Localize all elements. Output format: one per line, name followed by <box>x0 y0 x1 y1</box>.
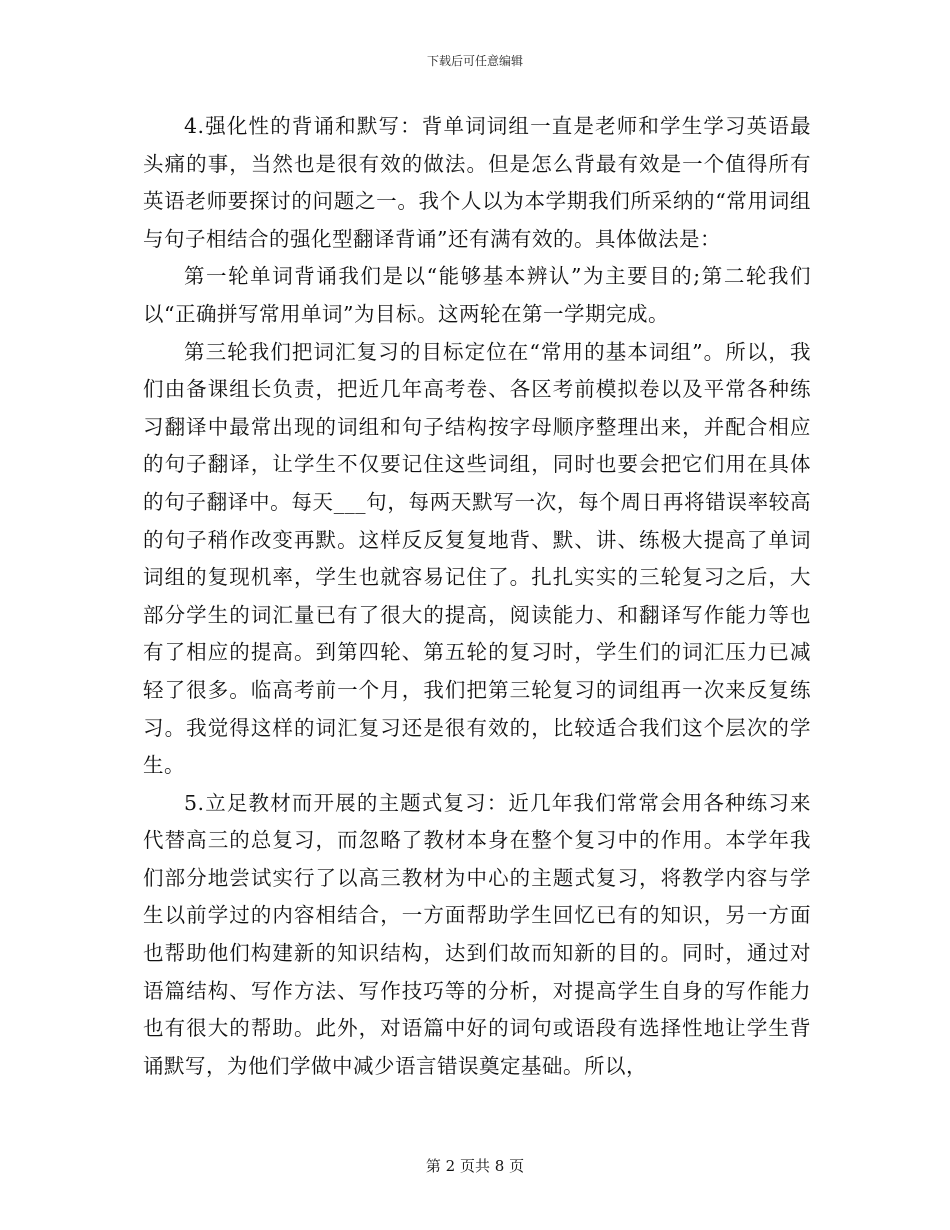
paragraph-memorization: 4.强化性的背诵和默写：背单词词组一直是老师和学生学习英语最头痛的事，当然也是很有效的做法。但是怎么背最有效是一个值得所有英语老师要探讨的问题之一。我个人以为本学期我们所采纳的“常用词组与句子相结合的强化型翻译背诵”还有满有效的。具体做法是： <box>143 114 811 251</box>
page-header: 下载后可任意编辑 <box>426 54 523 68</box>
page-number-footer: 第 2 页共 8 页 <box>425 1157 525 1175</box>
document-body <box>143 108 811 1085</box>
paragraph-round-three: 第三轮我们把词汇复习的目标定位在“常用的基本词组”。所以，我们由备课组长负责，把近几年高考卷、各区考前模拟卷以及平常各种练习翻译中最常出现的词组和句子结构按字母顺序整理出来，并配合相应的句子翻译，让学生不仅要记住这些词组，同时也要会把它们用在具体的句子翻译中。每天___句，每两天默写一次，每个周日再将错误率较高的句子稍作改变再默。这样反反复复地背、默、讲、练极大提高了单词词组的复现机率，学生也就容易记住了。扎扎实实的三轮复习之后，大部分学生的词汇量已有了很大的提高，阅读能力、和翻译写作能力等也有了相应的提高。到第四轮、第五轮的复习时，学生们的词汇压力已减轻了很多。临高考前一个月，我们把第三轮复习的词组再一次来反复练习。我觉得这样的词汇复习还是很有效的，比较适合我们这个层次的学生。 <box>143 339 811 778</box>
paragraph-round-one-two: 第一轮单词背诵我们是以“能够基本辨认”为主要目的;第二轮我们以“正确拼写常用单词”为目标。这两轮在第一学期完成。 <box>143 264 811 326</box>
paragraph-thematic-review: 5.立足教材而开展的主题式复习：近几年我们常常会用各种练习来代替高三的总复习，而忽略了教材本身在整个复习中的作用。本学年我们部分地尝试实行了以高三教材为中心的主题式复习，将教学内容与学生以前学过的内容相结合，一方面帮助学生回忆已有的知识，另一方面也帮助他们构建新的知识结构，达到们故而知新的目的。同时，通过对语篇结构、写作方法、写作技巧等的分析，对提高学生自身的写作能力也有很大的帮助。此外，对语篇中好的词句或语段有选择性地让学生背诵默写，为他们学做中减少语言错误奠定基础。所以， <box>143 790 811 1078</box>
